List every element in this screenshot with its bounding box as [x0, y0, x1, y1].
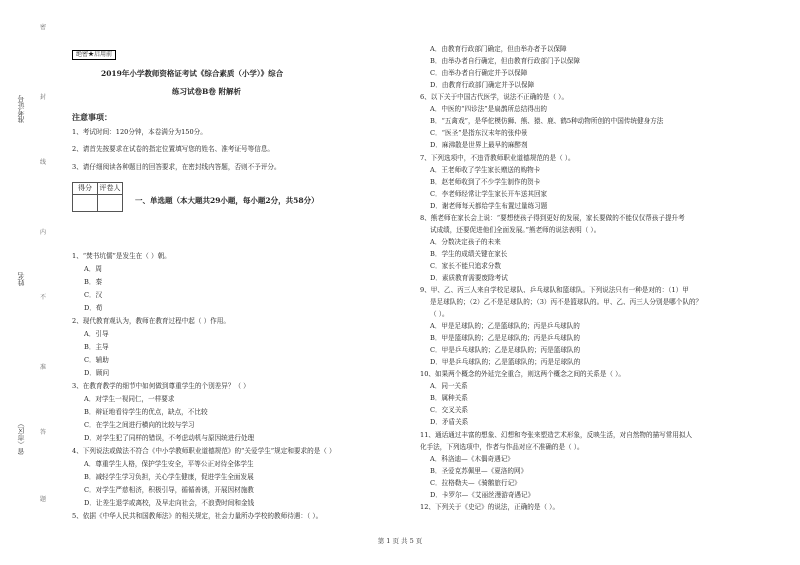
question-line: 5、依据《中华人民共和国教师法》的相关规定，社会力量所办学校的教师待遇：（ ）。 — [72, 512, 323, 520]
option-line: B．学生的成绩关键在家长 — [430, 250, 508, 258]
grader-header: 评卷人 — [98, 183, 123, 195]
grader-cell[interactable] — [98, 195, 123, 212]
page-footer: 第 1 页 共 5 页 — [377, 537, 423, 545]
option-line: D．素质教育需要废除考试 — [430, 274, 508, 282]
option-line: D．顾问 — [84, 369, 110, 377]
option-line: C．对学生严慈相济，积极引导，循循善诱，开展因材施教 — [84, 486, 254, 494]
region-label: 省（市区） — [17, 420, 25, 455]
question-line: 7、下列选项中，不违背教师职业道德规范的是（ ）。 — [420, 154, 575, 162]
option-line: B．减轻学生学习负担，关心学生健康，促进学生全面发展 — [84, 473, 254, 481]
option-line: C．交叉关系 — [430, 406, 469, 414]
option-line: D．对学生犯了同样的错误，不考虑动机与原因统进行处理 — [84, 434, 255, 442]
seal-char: 不 — [40, 294, 47, 301]
option-line: A．对学生一视同仁，一样要求 — [84, 395, 175, 403]
exam-title-line2: 练习试卷B卷 附解析 — [172, 87, 241, 96]
option-line: D．矛盾关系 — [430, 418, 469, 426]
option-line: A．同一关系 — [430, 382, 468, 390]
seal-char: 线 — [40, 159, 47, 166]
question-line: 4、下列说法或做法不符合《中小学教师职业道德规范》的“关爱学生”规定和要求的是（ ） — [72, 447, 336, 455]
option-line: D．卡罗尔—《艾丽丝漫游奇遇记》 — [430, 491, 535, 499]
option-line: A．科洛迪—《木偶奇遇记》 — [430, 455, 514, 463]
option-line: C．在学生之间进行横向的比较与学习 — [84, 421, 195, 429]
question-line: 3、在教育教学的细节中如何做到尊重学生的个别差异？（ ） — [72, 382, 250, 390]
option-line: B．辩证地看待学生的优点，缺点，不比较 — [84, 408, 208, 416]
score-table — [72, 182, 123, 212]
exam-title-line1: 2019年小学教师资格证考试《综合素质（小学）》综合 — [101, 69, 284, 78]
option-line: D．荀 — [84, 304, 103, 312]
score-cell[interactable] — [73, 195, 98, 212]
option-line: A．中医的“四诊法”是扁鹊所总结得出的 — [430, 105, 548, 113]
name-label: 姓名 — [17, 272, 25, 286]
option-line: D．麻沸散是世界上最早的麻醉剂 — [430, 141, 528, 149]
option-line: B．赵老师收到了不少学生制作的贺卡 — [430, 178, 541, 186]
question-line: 9、甲、乙、丙三人来自学校足球队、乒乓球队和篮球队。下列说法只有一种是对的：（1）甲 — [420, 286, 689, 294]
notice-item: 1、考试时间：120分钟，本卷满分为150分。 — [72, 128, 207, 136]
seal-char: 密 — [40, 24, 47, 31]
seal-line — [40, 5, 50, 560]
option-line: A．分数决定孩子的未来 — [430, 238, 501, 246]
option-line: B．秦 — [84, 278, 103, 286]
option-line: D．由教育行政部门确定并予以保障 — [430, 81, 535, 89]
option-line: B．属种关系 — [430, 394, 468, 402]
option-line: C．甲是乒乓球队的；乙是足球队的；丙是篮球队的 — [430, 346, 581, 354]
question-line: 6、以下关于中国古代医学，说法不正确的是（ ）。 — [420, 93, 569, 101]
notice-item: 3、请仔细阅读各种题目的回答要求，在密封线内答题，否则不予评分。 — [72, 163, 281, 171]
option-line: D．谢老师每天都给学生布置过量练习题 — [430, 202, 548, 210]
option-line: B．甲是篮球队的；乙是足球队的；丙是乒乓球队的 — [430, 334, 580, 342]
question-line: 8、熊老师在家长会上说：“要想使孩子得到更好的发展，家长要做的不能仅仅帮孩子提升考 — [420, 214, 685, 222]
option-line: B．由举办者自行确定，但由教育行政部门予以保障 — [430, 57, 580, 65]
seal-char: 准 — [40, 364, 47, 371]
question-line: 化手法，下列选项中，作者与作品对应不准确的是（ ）。 — [420, 443, 584, 451]
option-line: C．李老师经常让学生家长开车送其回家 — [430, 190, 548, 198]
score-header: 得分 — [73, 183, 98, 195]
question-line: （ ）。 — [430, 310, 449, 318]
option-line: C．“医圣”是指东汉末年的张仲景 — [430, 129, 528, 137]
option-line: A．由教育行政部门确定，但由举办者予以保障 — [430, 45, 567, 53]
option-line: A．甲是足球队的；乙是篮球队的；丙是乒乓球队的 — [430, 322, 580, 330]
question-line: 2、现代教育观认为，教师在教育过程中起（ ）作用。 — [72, 317, 230, 325]
option-line: C．由举办者自行确定并予以保障 — [430, 69, 528, 77]
option-line: B．圣爱克苏佩里—《夏洛的网》 — [430, 467, 528, 475]
question-line: 1、“焚书坑儒”是发生在（ ）朝。 — [72, 252, 171, 260]
question-line: 试成绩，还要促进他们全面发展。”熊老师的说法表明（ ）。 — [430, 226, 601, 234]
option-line: C．辅助 — [84, 356, 109, 364]
exam-number-label: 准考证号 — [17, 95, 25, 123]
option-line: D．甲是乒乓球队的；乙是篮球队的；丙是足球队的 — [430, 358, 581, 366]
option-line: B．主导 — [84, 343, 109, 351]
notice-item: 2、请首先按要求在试卷的指定位置填写您的姓名、准考证号等信息。 — [72, 145, 275, 153]
seal-char: 题 — [40, 496, 47, 503]
option-line: A．尊重学生人格，保护学生安全，平等公正对待全体学生 — [84, 460, 254, 468]
seal-char: 封 — [40, 94, 47, 101]
seal-char: 内 — [40, 229, 47, 236]
option-line: C．汉 — [84, 291, 103, 299]
question-line: 是足球队的；（2）乙不是足球队的；（3）丙不是篮球队的。甲、乙、丙三人分别是哪个队的？ — [430, 298, 703, 306]
question-line: 11、通话通过丰富的想象、幻想和夸张来塑造艺术形象，反映生活，对自然物的描写常用拟人 — [420, 431, 693, 439]
option-line: A．王老师收了学生家长赠送的购物卡 — [430, 166, 541, 174]
option-line: D．让差生退学或离校，及早走向社会，不浪费时间和金钱 — [84, 499, 255, 507]
option-line: C．拉格勒夫—《骑鹅旅行记》 — [430, 479, 521, 487]
question-line: 10、如果两个概念的外延完全重合，则这两个概念之间的关系是（ ）。 — [420, 370, 625, 378]
question-line: 12、下列关于《史记》的说法，正确的是（ ）。 — [420, 503, 560, 511]
option-line: A．周 — [84, 265, 102, 273]
seal-char: 答 — [40, 429, 47, 436]
option-line: B．“五禽戏”，是华佗模仿狮、熊、猿、鹿、鹤5种动物所创的中国传统健身方法 — [430, 117, 664, 125]
secret-tag: 绝密★启用前 — [72, 50, 116, 60]
option-line: A．引导 — [84, 330, 109, 338]
option-line: C．家长不能只追求分数 — [430, 262, 501, 270]
notice-title: 注意事项： — [72, 112, 112, 122]
section-title: 一、单选题（本大题共29小题，每小题2分，共58分） — [135, 196, 319, 205]
